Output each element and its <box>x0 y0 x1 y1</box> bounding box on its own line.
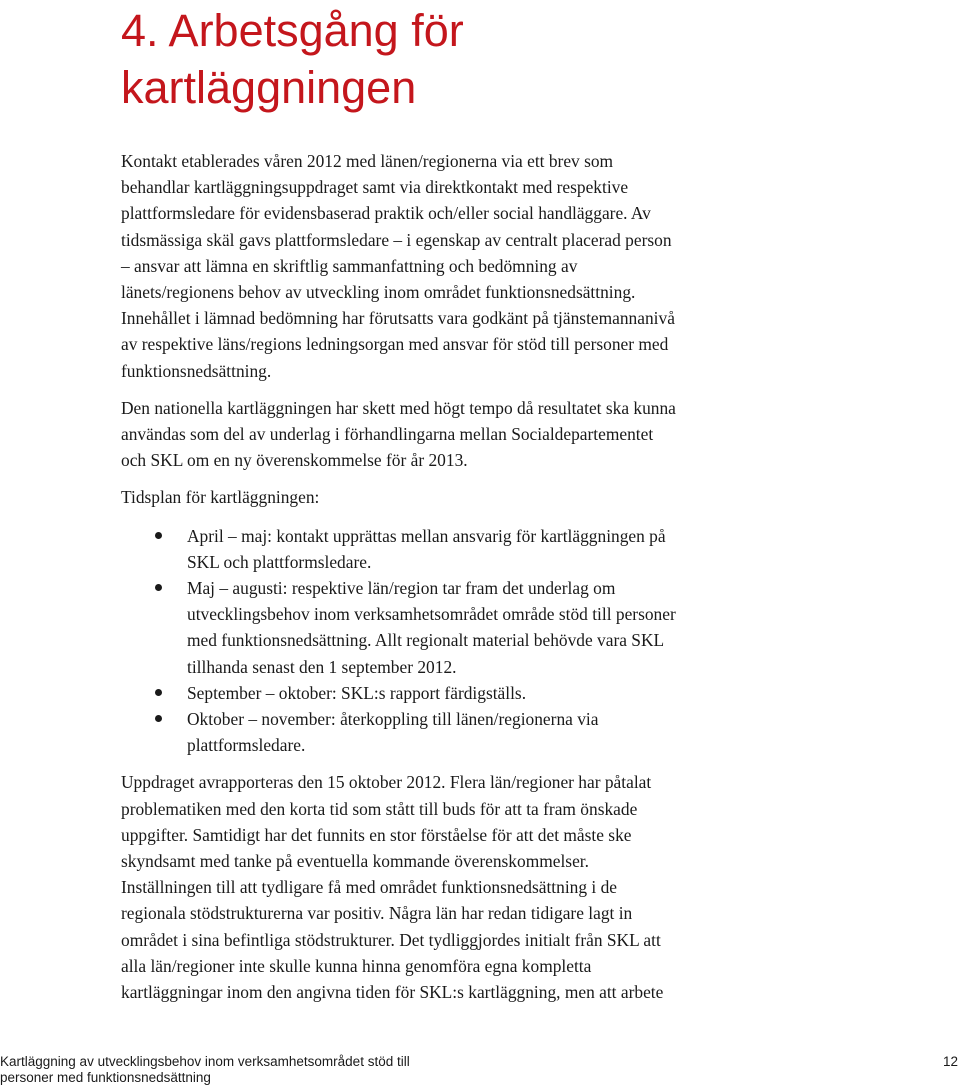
text-line: Innehållet i lämnad bedömning har förutsatts vara godkänt på tjänstemannanivå <box>121 308 675 329</box>
bullet-icon <box>155 715 162 722</box>
text-line: funktionsnedsättning. <box>121 360 272 381</box>
text-line: tillhanda senast den 1 september 2012. <box>187 656 457 677</box>
text-line: Tidsplan för kartläggningen: <box>121 487 320 508</box>
text-line: av respektive läns/regions ledningsorgan med ansvar för stöd till personer med <box>121 334 669 355</box>
text-line: och SKL om en ny överenskommelse för år 2013. <box>121 450 468 471</box>
text-line: – ansvar att lämna en skriftlig sammanfattning och bedömning av <box>121 255 578 276</box>
text-line: med funktionsnedsättning. Allt regionalt material behövde vara SKL <box>187 630 665 651</box>
text-line: Uppdraget avrapporteras den 15 oktober 2012. Flera län/regioner har påtalat <box>121 772 652 793</box>
text-line: Inställningen till att tydligare få med området funktionsnedsättning i de <box>121 877 617 898</box>
text-line: användas som del av underlag i förhandlingarna mellan Socialdepartementet <box>121 424 654 445</box>
text-line: tidsmässiga skäl gavs plattformsledare – i egenskap av centralt placerad person <box>121 229 672 250</box>
footer-title <box>0 1054 500 1086</box>
text-line: kartläggningar inom den angivna tiden för SKL:s kartläggning, men att arbete <box>121 982 664 1003</box>
bullet-icon <box>155 584 162 591</box>
section-heading <box>121 2 921 116</box>
text-line: Maj – augusti: respektive län/region tar fram det underlag om <box>187 578 616 599</box>
timeline-intro <box>121 484 941 510</box>
text-line: Kontakt etablerades våren 2012 med länen/regionerna via ett brev som <box>121 151 614 171</box>
list-item <box>121 680 941 706</box>
list-item <box>121 706 941 758</box>
page-number: 12 <box>942 1054 958 1069</box>
text-line: behandlar kartläggningsuppdraget samt via direktkontakt med respektive <box>121 177 629 198</box>
text-line: utvecklingsbehov inom verksamhetsområdet område stöd till personer <box>187 604 676 625</box>
text-line: Den nationella kartläggningen har skett med högt tempo då resultatet ska kunna <box>121 397 676 418</box>
paragraph-reporting <box>121 769 941 1005</box>
body-text <box>121 148 941 1005</box>
text-line: SKL och plattformsledare. <box>187 551 372 572</box>
text-line: området i sina befintliga stödstrukturer. Det tydliggjordes initialt från SKL att <box>121 929 661 950</box>
list-item <box>121 523 941 575</box>
list-item <box>121 575 941 680</box>
footer-title-line: personer med funktionsnedsättning <box>0 1070 211 1085</box>
text-line: skyndsamt med tanke på eventuella kommande överenskommelser. <box>121 851 589 872</box>
text-line: uppgifter. Samtidigt har det funnits en stor förståelse för att det måste ske <box>121 824 632 845</box>
text-line: September – oktober: SKL:s rapport färdigställs. <box>187 682 527 703</box>
paragraph-national-survey <box>121 395 941 474</box>
timeline-list <box>121 523 941 759</box>
text-line: problematiken med den korta tid som stått till buds för att ta fram önskade <box>121 798 638 819</box>
heading-line: 4. Arbetsgång för <box>121 5 464 56</box>
heading-line: kartläggningen <box>121 62 417 113</box>
bullet-icon <box>155 689 162 696</box>
paragraph-contact <box>121 148 941 384</box>
text-line: April – maj: kontakt upprättas mellan ansvarig för kartläggningen på <box>187 525 666 546</box>
text-line: plattformsledare för evidensbaserad praktik och/eller social handläggare. Av <box>121 203 651 224</box>
footer-title-line: Kartläggning av utvecklingsbehov inom verksamhetsområdet stöd till <box>0 1054 410 1069</box>
text-line: länets/regionens behov av utveckling inom området funktionsnedsättning. <box>121 282 636 303</box>
text-line: plattformsledare. <box>187 735 306 756</box>
text-line: Oktober – november: återkoppling till länen/regionerna via <box>187 709 599 730</box>
text-line: regionala stödstrukturerna var positiv. Några län har redan tidigare lagt in <box>121 903 633 924</box>
text-line: alla län/regioner inte skulle kunna hinna genomföra egna kompletta <box>121 955 592 976</box>
bullet-icon <box>155 532 162 539</box>
